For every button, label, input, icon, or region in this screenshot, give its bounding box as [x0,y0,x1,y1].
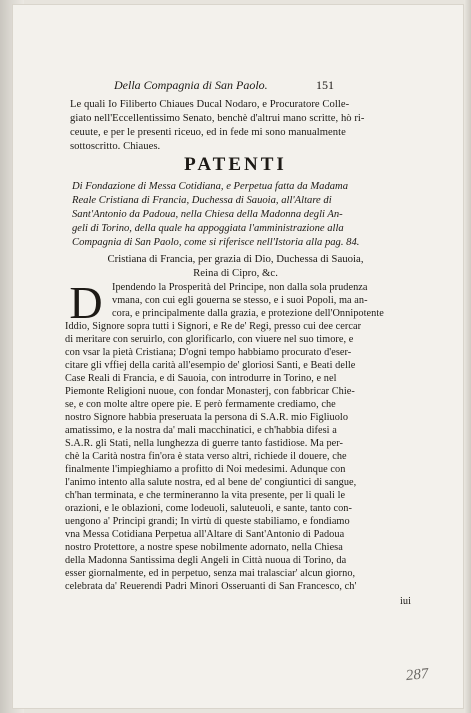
subtitle-line: Sant'Antonio da Padoua, nella Chiesa della Madonna degli An- [72,209,343,220]
subtitle-line: geli di Torino, della quale ha appoggiata l'amministrazione alla [72,223,344,234]
intro-line: ceuute, e per le presenti riceuo, ed in fede mi sono manualmente [70,127,346,138]
subtitle-line: Compagnia di San Paolo, come si riferisce nell'Istoria alla pag. 84. [72,237,360,248]
body-line: finalmente l'impieghiamo a profitto di Noi medesimi. Adunque con [65,464,346,475]
body-line: di meritare con seruirlo, con glorificarlo, con viuere nel suo timore, e [65,334,354,345]
body-line: chè la Carità nostra fin'ora è stata verso altri, richiede il douere, che [65,451,347,462]
subtitle-line: Di Fondazione di Messa Cotidiana, e Perpetua fatta da Madama [72,181,349,192]
body-line: vmana, con cui egli gouerna se stesso, e i suoi Popoli, ma an- [112,295,368,306]
body-line: Piemonte Religioni nuoue, con fondar Monasterj, con fabbricar Chie- [65,386,355,397]
body-line: amatissimo, e la nostra da' mali macchinatici, e ch'habbia difesi a [65,425,337,436]
body-line: della Madonna Santissima degli Angeli in Città nuoua di Torino, da [65,555,347,566]
body-line: orazioni, e le oblazioni, come lodeuoli, saluteuoli, e sante, tanto con- [65,503,352,514]
library-stamp: 287 [405,665,430,685]
body-line: S.A.R. gli Stati, nella lunghezza di guerre tanto fastidiose. Ma per- [65,438,344,449]
running-header [114,78,414,93]
page-edge [464,0,471,713]
running-title: Della Compagnia di San Paolo. [114,78,268,92]
body-line: se, e con molte altre opere pie. E però fermamente crediamo, che [65,399,336,410]
body-line: nostro Protettore, a nostre spese nobilmente adornato, nella Chiesa [65,542,343,553]
body-line: celebrata da' Reuerendi Padri Minori Osseruanti di San Francesco, ch' [65,581,357,592]
address-line: Reina di Cipro, &c. [193,267,278,279]
intro-line: giato nell'Eccellentissimo Senato, benchè d'altrui mano scritte, hò ri- [70,113,365,124]
drop-cap: D [69,277,103,328]
intro-line: sottoscritto. Chiaues. [70,141,161,152]
body-line: nostro Signore habbia preseruata la persona di S.A.R. mio Figliuolo [65,412,349,423]
intro-line: Le quali Io Filiberto Chiaues Ducal Nodaro, e Procuratore Colle- [70,99,350,110]
body-line: vna Messa Cotidiana Perpetua all'Altare di Sant'Antonio di Padoua [65,529,345,540]
body-line: cora, e principalmente dalla grazia, e protezione dell'Onnipotente [112,308,384,319]
document-title: PATENTI [184,154,287,175]
body-line: l'animo intento alla salute nostra, ed al bene de' congiuntici di sangue, [65,477,357,488]
body-line: Iddio, Signore sopra tutti i Signori, e Re de' Regi, presso cui dee cercar [65,321,362,332]
page-number: 151 [316,78,334,92]
body-line: citare gli vffiej della carità all'esempio de' gloriosi Santi, e Beati delle [65,360,356,371]
catchword: iui [400,596,412,607]
subtitle-line: Reale Cristiana di Francia, Duchessa di Sauoia, all'Altare di [72,195,332,206]
body-line: Ipendendo la Prosperità del Principe, non dalla sola prudenza [112,282,368,293]
body-line: uengono a' Principi grandi; In virtù di queste stabiliamo, e fondiamo [65,516,350,527]
address-line: Cristiana di Francia, per grazia di Dio, Duchessa di Sauoia, [107,253,364,265]
body-line: con vsar la pietà Cristiana; D'ogni tempo habbiamo procurato d'eser- [65,347,352,358]
body-line: Case Reali di Francia, e di Sauoia, con introdurre in Torino, e nel [65,373,337,384]
body-line: esser giornalmente, ed in perpetuo, senza mai tralasciar' alcun giorno, [65,568,356,579]
body-line: ch'han terminata, e che termineranno la vita presente, per li quali le [65,490,346,501]
